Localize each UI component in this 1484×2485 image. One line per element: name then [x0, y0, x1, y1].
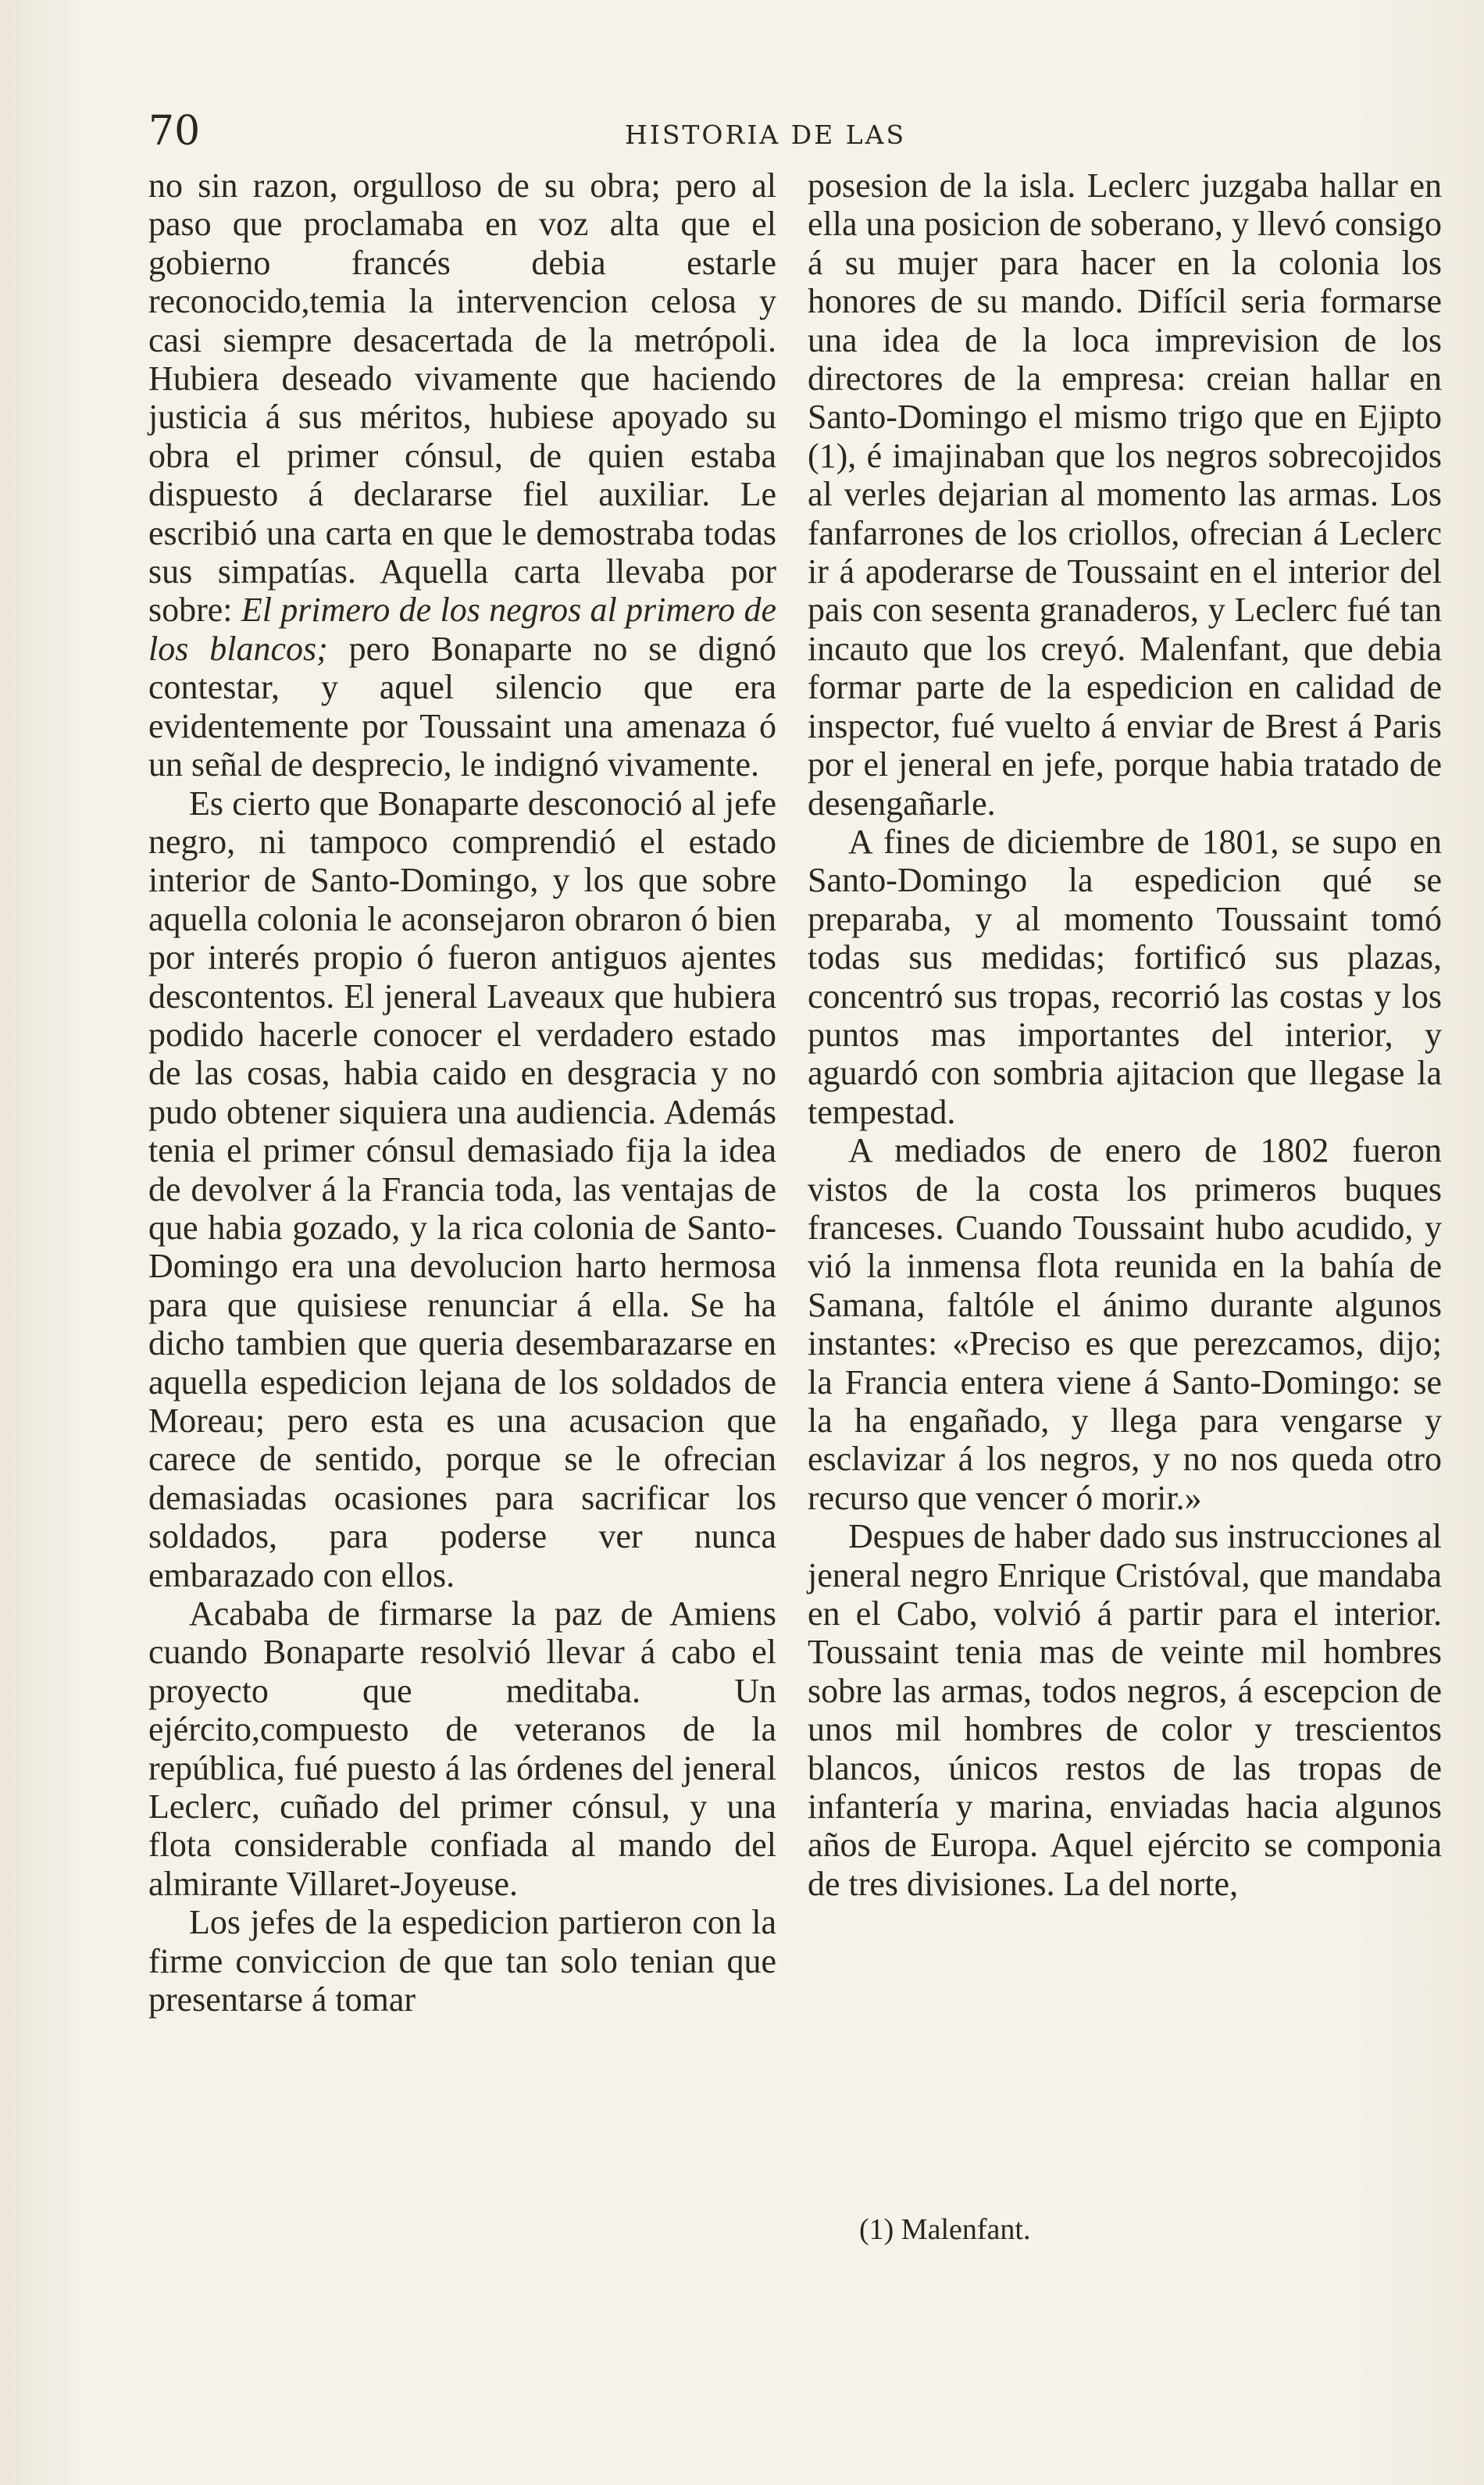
right-column — [808, 166, 1442, 1903]
left-p1-end: pero Bonaparte no se dignó contestar, y aquel silencio que era evidentemente por Toussaint una amenaza ó un señal de desprecio, le indignó vivamente. — [148, 629, 776, 784]
page-header — [148, 108, 1156, 155]
left-paragraph-4: Los jefes de la espedicion partieron con la firme conviccion de que tan solo tenian que presentarse á tomar — [148, 1903, 776, 2019]
left-column — [148, 166, 776, 2019]
letter-address-italic: El primero de los negros al primero de los blancos; — [148, 591, 776, 668]
right-paragraph-1: posesion de la isla. Leclerc juzgaba hallar en ella una posicion de soberano, y llevó consigo á su mujer para hacer en la colonia los honores de su mando. Difícil seria formarse una idea de la loca imprevision de los directores de la empresa: creian hallar en Santo-Domingo el mismo trigo que en Ejipto (1), é imajinaban que los negros sobrecojidos al verles dejarian al momento las armas. Los fanfarrones de los criollos, ofrecian á Leclerc ir á apoderarse de Toussaint en el interior del pais con sesenta granaderos, y Leclerc fué tan incauto que los creyó. Malenfant, que debia formar parte de la espedicion en calidad de inspector, fué vuelto á enviar de Brest á Paris por el jeneral en jefe, porque habia tratado de desengañarle. — [808, 166, 1442, 823]
left-paragraph-2: Es cierto que Bonaparte desconoció al jefe negro, ni tampoco comprendió el estado interior de Santo-Domingo, y los que sobre aquella colonia le aconsejaron obraron ó bien por interés propio ó fueron antiguos ajentes descontentos. El jeneral Laveaux que hubiera podido hacerle conocer el verdadero estado de las cosas, habia caido en desgracia y no pudo obtener siquiera una audiencia. Además tenia el primer cónsul demasiado fija la idea de devolver á la Francia toda, las ventajas de que habia gozado, y la rica colonia de Santo-Domingo era una devolucion harto hermosa para que quisiese renunciar á ella. Se ha dicho tambien que queria desembarazarse en aquella espedicion lejana de los soldados de Moreau; pero esta es una acusacion que carece de sentido, porque se le ofrecian demasiadas ocasiones para sacrificar los soldados, para poderse ver nunca embarazado con ellos. — [148, 784, 776, 1594]
left-paragraph-3: Acababa de firmarse la paz de Amiens cuando Bonaparte resolvió llevar á cabo el proyecto que meditaba. Un ejército,compuesto de veteranos de la república, fué puesto á las órdenes del jeneral Leclerc, cuñado del primer cónsul, y una flota considerable confiada al mando del almirante Villaret-Joyeuse. — [148, 1594, 776, 1903]
left-p1-text: no sin razon, orgulloso de su obra; pero al paso que proclamaba en voz alta que el gobierno francés debia estarle reconocido,temia la intervencion celosa y casi siempre desacertada de la metrópoli. Hubiera deseado vivamente que haciendo justicia á sus méritos, hubiese apoyado su obra el primer cónsul, de quien estaba dispuesto á declararse fiel auxiliar. Le escribió una carta en que le demostraba todas sus simpatías. Aquella carta llevaba por sobre: — [148, 166, 776, 630]
right-paragraph-2: A fines de diciembre de 1801, se supo en Santo-Domingo la espedicion qué se preparaba, y al momento Toussaint tomó todas sus medidas; fortificó sus plazas, concentró sus tropas, recorrió las costas y los puntos mas importantes del interior, y aguardó con sombria ajitacion que llegase la tempestad. — [808, 822, 1442, 1131]
left-paragraph-1 — [148, 166, 776, 784]
footnote: (1) Malenfant. — [859, 2213, 1031, 2246]
page-number: 70 — [148, 108, 201, 155]
right-paragraph-4: Despues de haber dado sus instrucciones al jeneral negro Enrique Cristóval, que mandaba en el Cabo, volvió á partir para el interior. Toussaint tenia mas de veinte mil hombres sobre las armas, todos negros, á escepcion de unos mil hombres de color y trescientos blancos, únicos restos de las tropas de infantería y marina, enviadas hacia algunos años de Europa. Aquel ejército se componia de tres divisiones. La del norte, — [808, 1517, 1443, 1903]
running-title: HISTORIA DE LAS — [625, 120, 907, 150]
right-paragraph-3: A mediados de enero de 1802 fueron vistos de la costa los primeros buques franceses. Cuando Toussaint hubo acudido, y vió la inmensa flota reunida en la bahía de Samana, faltóle el ánimo durante algunos instantes: «Preciso es que perezcamos, dijo; la Francia entera viene á Santo-Domingo: se la ha engañado, y llega para vengarse y esclavizar á los negros, y no nos queda otro recurso que vencer ó morir.» — [808, 1131, 1442, 1517]
